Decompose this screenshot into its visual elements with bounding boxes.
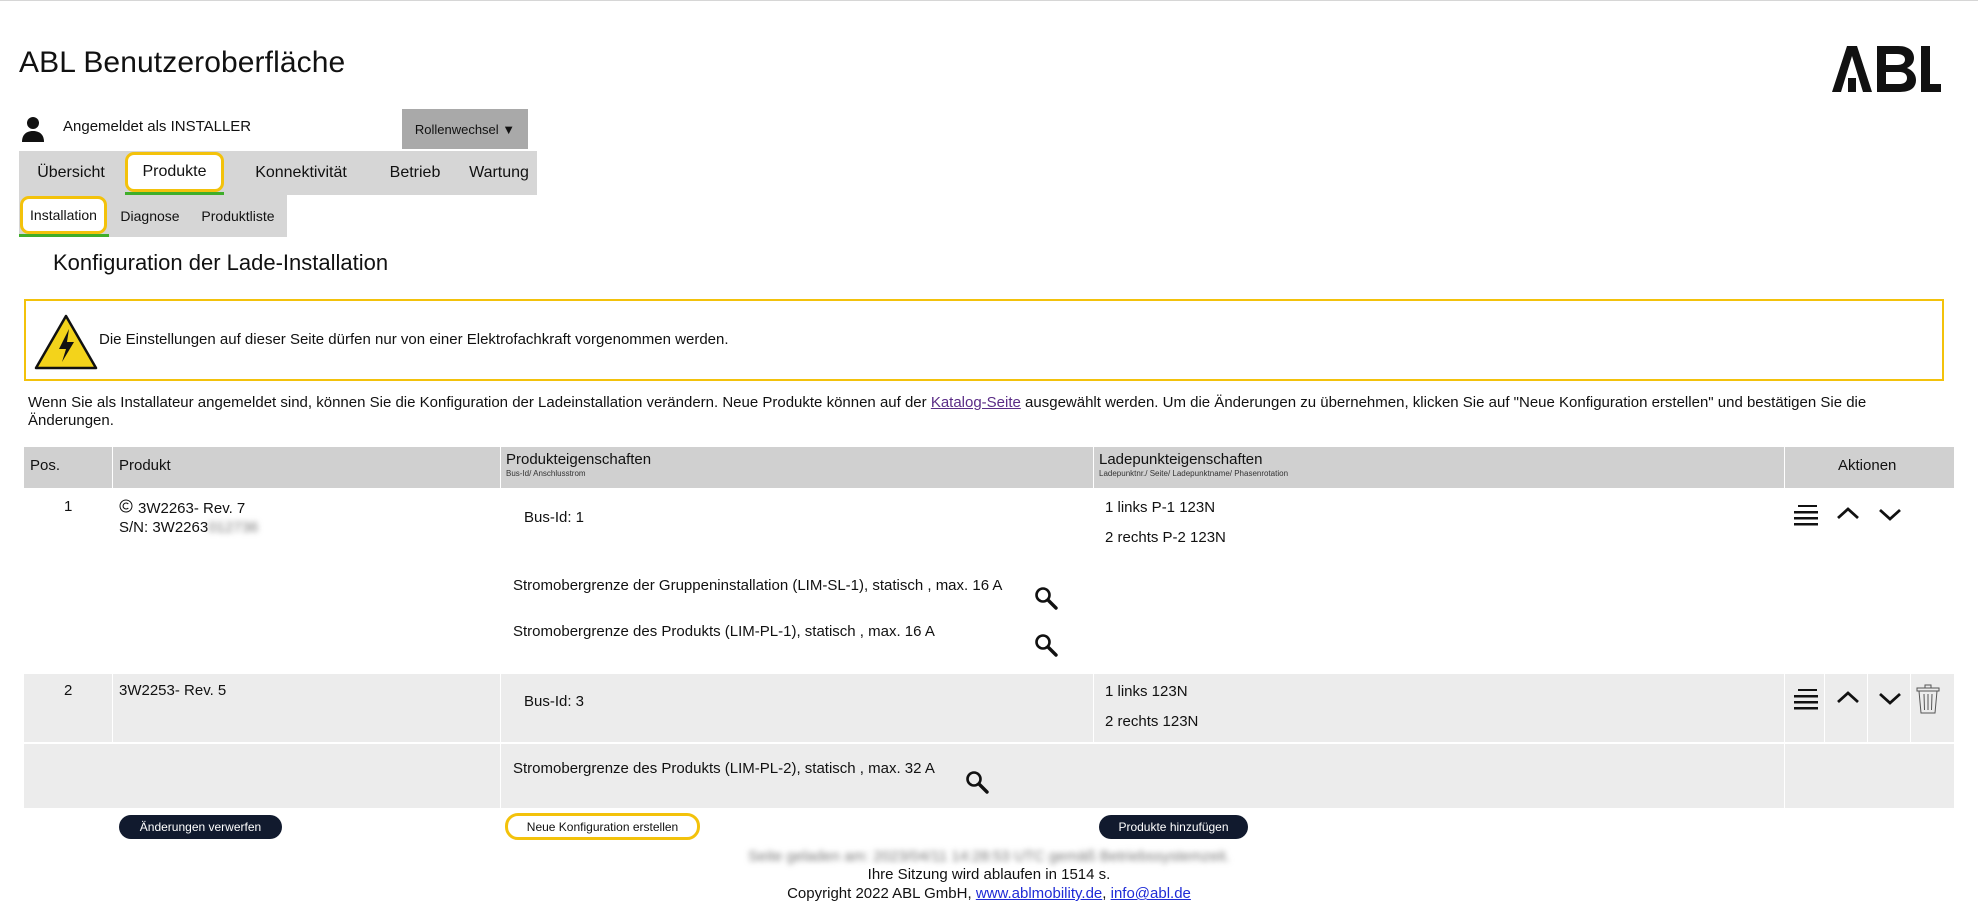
row1-serial-redacted: 012736 xyxy=(208,519,259,536)
active-subtab-underline xyxy=(19,234,109,237)
row1-chargepoint-2: 2 rechts P-2 123N xyxy=(1105,529,1226,546)
row1-limit-1: Stromobergrenze der Gruppeninstallation (LIM-SL-1), statisch , max. 16 A xyxy=(513,577,1003,594)
table-header xyxy=(24,447,1954,488)
session-timer: Ihre Sitzung wird ablaufen in 1514 s. xyxy=(867,866,1111,883)
main-nav xyxy=(19,151,537,195)
row1-product: 3W2263- Rev. 7 xyxy=(138,500,246,517)
intro-text xyxy=(28,394,1948,430)
add-products-button[interactable]: Produkte hinzufügen xyxy=(1099,815,1248,839)
tab-betrieb[interactable]: Betrieb xyxy=(389,164,441,181)
high-voltage-warning-icon xyxy=(34,313,98,371)
warning-text: Die Einstellungen auf dieser Seite dürfen nur von einer Elektrofachkraft vorgenommen werden. xyxy=(99,331,729,348)
page-title: Konfiguration der Lade-Installation xyxy=(53,250,389,275)
column-divider xyxy=(112,447,113,488)
column-divider xyxy=(1784,447,1785,488)
row2-limit-1: Stromobergrenze des Produkts (LIM-PL-2), statisch , max. 32 A xyxy=(513,760,935,777)
menu-lines-icon[interactable] xyxy=(1794,504,1818,526)
column-divider xyxy=(500,674,501,808)
user-info xyxy=(19,114,252,144)
sub-nav xyxy=(19,195,287,237)
tab-wartung[interactable]: Wartung xyxy=(469,164,529,181)
row2-chargepoint-2: 2 rechts 123N xyxy=(1105,713,1199,730)
row1-serial-prefix: S/N: 3W2263 xyxy=(119,519,209,536)
copyright-icon xyxy=(119,499,133,513)
chevron-down-icon[interactable] xyxy=(1878,692,1902,706)
subtab-installation[interactable]: Installation xyxy=(20,196,107,234)
row2-bus-id: Bus-Id: 3 xyxy=(524,693,585,710)
column-divider xyxy=(500,447,501,488)
subtab-diagnose[interactable]: Diagnose xyxy=(120,208,180,224)
catalog-link[interactable]: Katalog-Seite xyxy=(930,394,1021,411)
header-product-props-title: Produkteigenschaften xyxy=(506,451,652,468)
column-divider xyxy=(1910,674,1911,742)
row2-product: 3W2253- Rev. 5 xyxy=(119,682,227,699)
search-icon[interactable] xyxy=(1034,633,1058,657)
table-row-2 xyxy=(24,674,1954,808)
header-charge-props-title: Ladepunkteigenschaften xyxy=(1099,451,1263,468)
column-divider xyxy=(1824,674,1825,742)
tab-produkte[interactable]: Produkte xyxy=(125,152,224,192)
logged-in-label: Angemeldet als INSTALLER xyxy=(63,118,252,135)
abl-logo xyxy=(1830,44,1942,94)
row1-chargepoint-1: 1 links P-1 123N xyxy=(1105,499,1216,516)
row2-chargepoint-1: 1 links 123N xyxy=(1105,683,1188,700)
column-divider xyxy=(112,674,113,742)
row1-bus-id: Bus-Id: 1 xyxy=(524,509,585,526)
intro-text-part1: Wenn Sie als Installateur angemeldet sind, können Sie die Konfiguration der Ladeinstallation verändern. Neue Produkte können auf der xyxy=(28,394,931,411)
header-product-props-sub: Bus-Id/ Anschlusstrom xyxy=(506,469,586,478)
search-icon[interactable] xyxy=(965,770,989,794)
user-icon xyxy=(19,115,47,143)
header-charge-props xyxy=(1099,451,1288,492)
header-charge-props-sub: Ladepunktnr./ Seite/ Ladepunktname/ Phasenrotation xyxy=(1099,469,1289,478)
discard-changes-button[interactable]: Änderungen verwerfen xyxy=(119,815,282,839)
row1-limit-2: Stromobergrenze des Produkts (LIM-PL-1), statisch , max. 16 A xyxy=(513,623,935,640)
menu-lines-icon[interactable] xyxy=(1794,688,1818,710)
tab-uebersicht[interactable]: Übersicht xyxy=(37,164,105,181)
header-pos: Pos. xyxy=(30,457,61,474)
trash-icon[interactable] xyxy=(1916,684,1940,714)
chevron-up-icon[interactable] xyxy=(1836,690,1860,704)
column-divider xyxy=(1093,447,1094,488)
header-product: Produkt xyxy=(119,457,171,474)
chevron-down-icon[interactable] xyxy=(1878,508,1902,522)
warning-box xyxy=(24,299,1944,381)
email-link[interactable]: info@abl.de xyxy=(1110,885,1191,902)
column-divider xyxy=(1784,674,1785,808)
row2-pos: 2 xyxy=(64,682,73,699)
header-actions: Aktionen xyxy=(1838,457,1897,474)
subtab-produktliste[interactable]: Produktliste xyxy=(201,208,275,224)
website-link[interactable]: www.ablmobility.de xyxy=(975,885,1103,902)
copyright-line xyxy=(0,885,1978,902)
chevron-up-icon[interactable] xyxy=(1836,506,1860,520)
tab-konnektivitaet[interactable]: Konnektivität xyxy=(255,164,347,181)
column-divider xyxy=(1093,674,1094,742)
search-icon[interactable] xyxy=(1034,586,1058,610)
create-configuration-button[interactable]: Neue Konfiguration erstellen xyxy=(505,813,700,840)
intro-text-part2: ausgewählt werden. Um die Änderungen zu übernehmen, klicken Sie auf "Neue Konfiguration erstellen" und bestätigen Sie die Änderungen. xyxy=(28,394,1867,429)
column-divider xyxy=(1867,674,1868,742)
top-border xyxy=(0,0,1978,1)
row1-serial xyxy=(119,519,258,536)
role-switch-button[interactable]: Rollenwechsel ▼ xyxy=(402,109,528,149)
row1-pos: 1 xyxy=(64,498,73,515)
app-title: ABL Benutzeroberfläche xyxy=(19,46,346,79)
copyright-text: Copyright 2022 ABL GmbH, xyxy=(787,885,976,902)
page-loaded-info xyxy=(0,848,1978,865)
footer-separator: , xyxy=(1102,885,1111,902)
row-divider xyxy=(24,742,1954,744)
header-product-props xyxy=(506,451,651,492)
page-loaded-text: Seite geladen am: 2023/04/11 14:28:53 UTC gemäß Betriebssystemzeit. xyxy=(748,848,1230,865)
